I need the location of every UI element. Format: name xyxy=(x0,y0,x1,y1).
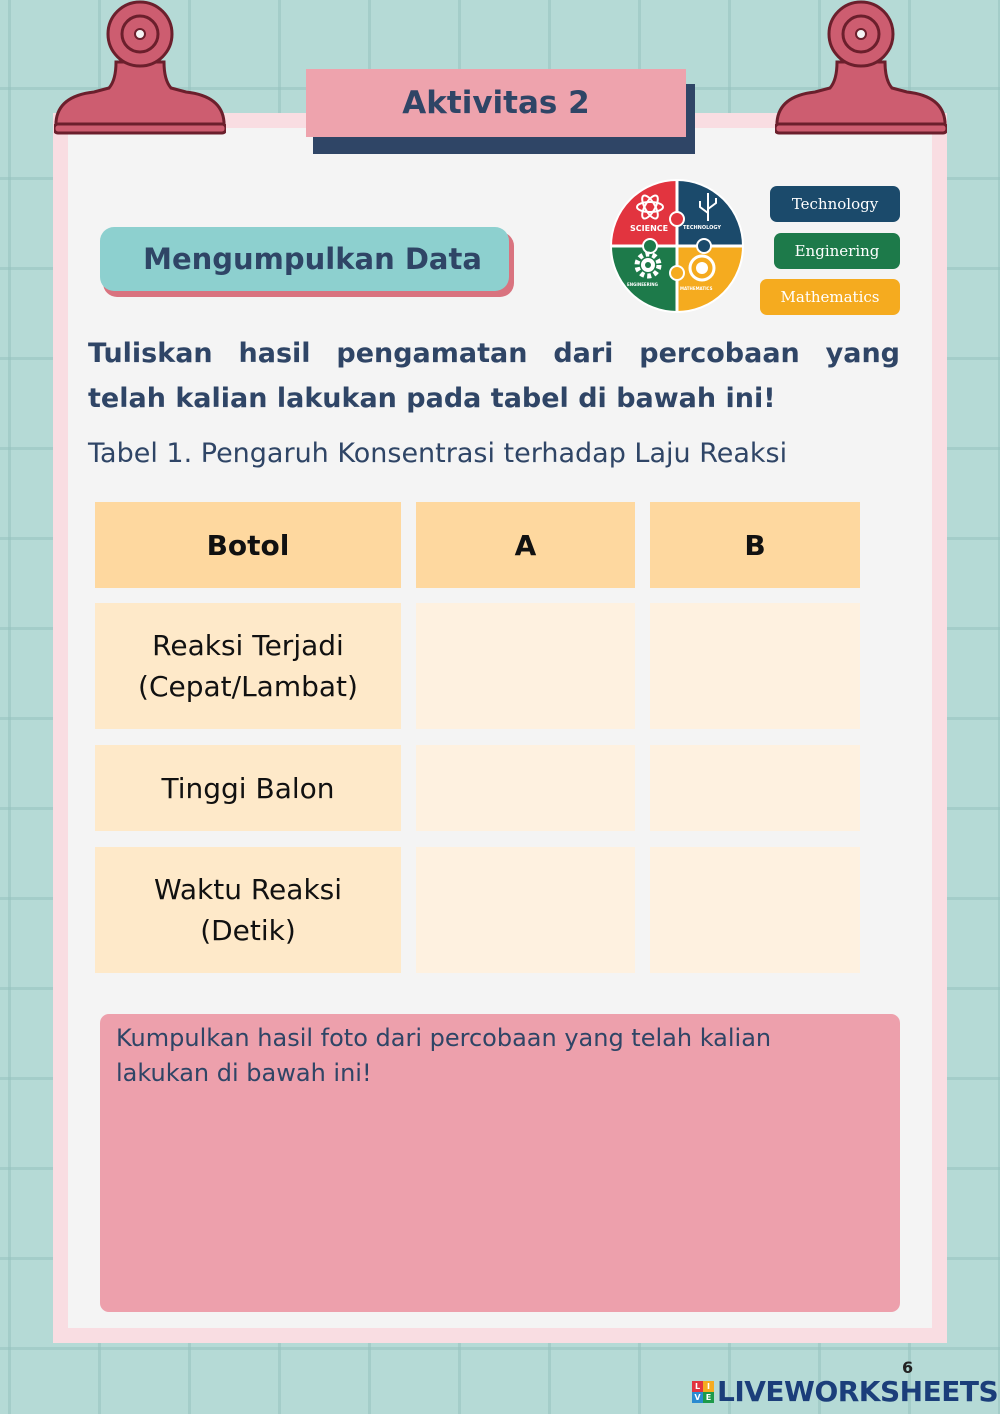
mathematics-badge: Mathematics xyxy=(760,279,900,315)
section-label: Mengumpulkan Data xyxy=(100,227,509,291)
header-a: A xyxy=(416,502,635,588)
engineering-badge: Enginering xyxy=(774,233,900,269)
technology-badge: Technology xyxy=(770,186,900,222)
table-caption: Tabel 1. Pengaruh Konsentrasi terhadap Laju Reaksi xyxy=(88,438,788,469)
liveworksheets-brand: LIVEWORKSHEETS xyxy=(717,1375,999,1408)
liveworksheets-mark-icon: L I V E xyxy=(692,1381,714,1403)
stem-science-label: SCIENCE xyxy=(630,224,669,233)
answer-cell-tinggi-b[interactable] xyxy=(650,745,860,831)
photo-upload-box[interactable] xyxy=(100,1014,900,1312)
binder-clip-right-icon xyxy=(775,0,947,140)
instruction-text: Tuliskan hasil pengamatan dari percobaan yang telah kalian lakukan pada tabel di bawah ini! xyxy=(88,338,900,414)
stem-puzzle-logo xyxy=(610,179,744,313)
row-label-tinggi-balon: Tinggi Balon xyxy=(95,745,401,831)
header-b: B xyxy=(650,502,860,588)
stem-engineering-label: ENGINEERING xyxy=(627,282,658,287)
page-title: Aktivitas 2 xyxy=(306,69,686,137)
binder-clip-left-icon xyxy=(54,0,226,140)
answer-cell-waktu-b[interactable] xyxy=(650,847,860,973)
answer-cell-waktu-a[interactable] xyxy=(416,847,635,973)
answer-cell-tinggi-a[interactable] xyxy=(416,745,635,831)
photo-box-instruction: Kumpulkan hasil foto dari percobaan yang telah kalian lakukan di bawah ini! xyxy=(116,1024,772,1087)
answer-cell-reaksi-a[interactable] xyxy=(416,603,635,729)
row-label-reaksi: Reaksi Terjadi (Cepat/Lambat) xyxy=(95,603,401,729)
row-label-waktu: Waktu Reaksi (Detik) xyxy=(95,847,401,973)
stem-technology-label: TECHNOLOGY xyxy=(683,225,721,231)
liveworksheets-logo[interactable] xyxy=(692,1375,998,1408)
answer-cell-reaksi-b[interactable] xyxy=(650,603,860,729)
header-botol: Botol xyxy=(95,502,401,588)
stem-mathematics-label: MATHEMATICS xyxy=(680,286,713,291)
page-number: 6 xyxy=(902,1358,914,1377)
